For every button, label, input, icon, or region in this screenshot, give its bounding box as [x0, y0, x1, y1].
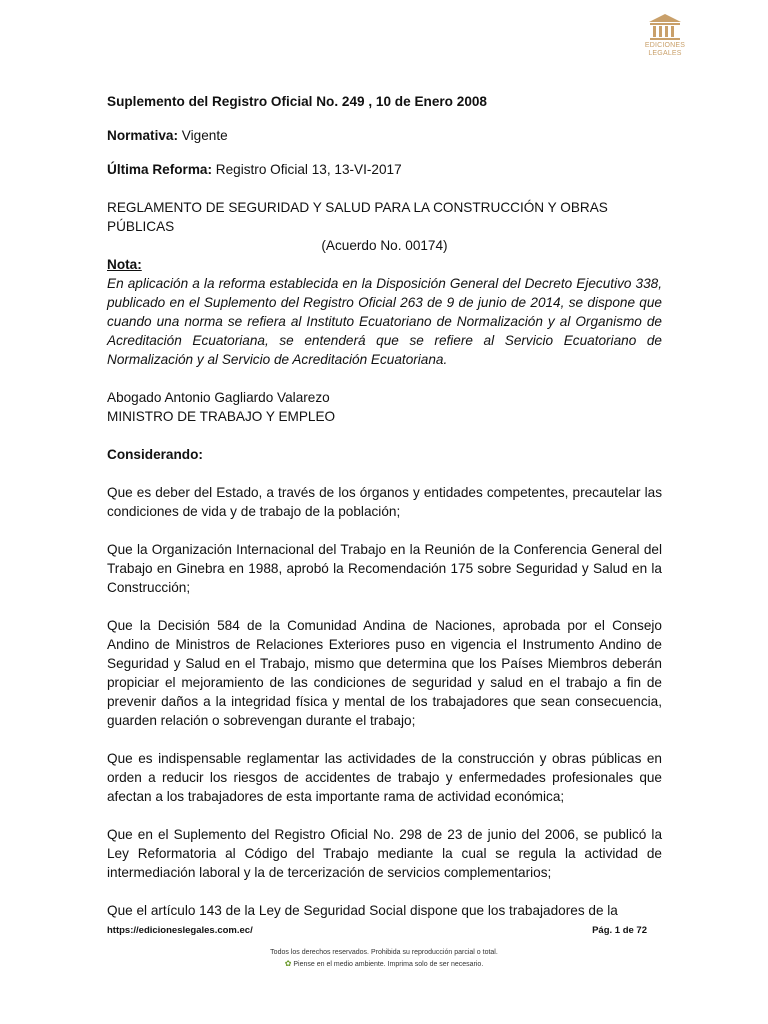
- footer-website-link[interactable]: https://edicioneslegales.com.ec/: [107, 925, 253, 936]
- agreement-number: (Acuerdo No. 00174): [321, 238, 448, 253]
- normativa-value: Vigente: [181, 128, 228, 143]
- reforma-value: Registro Oficial 13, 13-VI-2017: [215, 162, 402, 177]
- considerando-paragraph: Que es indispensable reglamentar las actividades de la construcción y obras públicas en orden a reducir los riesgos de accidentes de trabajo y enfermedades profesionales que afectan a los trabajadores de esta importante rama de actividad económica;: [107, 751, 662, 804]
- authority-office: MINISTRO DE TRABAJO Y EMPLEO: [107, 409, 336, 424]
- rights-notice: Todos los derechos reservados. Prohibida su reproducción parcial o total.: [270, 949, 498, 956]
- document-body: [107, 92, 662, 920]
- footer-notes: [0, 947, 768, 970]
- considerando-paragraph: Que en el Suplemento del Registro Oficial No. 298 de 23 de junio del 2006, se publicó la Ley Reformatoria al Código del Trabajo mediante la cual se regula la actividad de intermediación laboral y la de tercerización de servicios complementarios;: [107, 827, 662, 880]
- note-text: En aplicación a la reforma establecida en la Disposición General del Decreto Ejecutivo 338, publicado en el Suplemento del Registro Oficial 263 de 9 de junio de 2014, se dispone que cuando una norma se refiera al Instituto Ecuatoriano de Normalización y al Organismo de Acreditación Ecuatoriana, se entenderá que se refiere al Servicio Ecuatoriano de Normalización y al Servicio de Acreditación Ecuatoriana.: [107, 276, 662, 367]
- environment-notice: Piense en el medio ambiente. Imprima solo de ser necesario.: [293, 961, 484, 968]
- note-label: Nota:: [107, 257, 142, 272]
- considerando-paragraph: Que es deber del Estado, a través de los órganos y entidades competentes, precautelar las condiciones de vida y de trabajo de la población;: [107, 485, 662, 519]
- considerando-heading: Considerando:: [107, 447, 203, 462]
- environment-notice-line: [0, 958, 768, 970]
- reforma-line: [107, 160, 662, 179]
- ediciones-legales-logo: [636, 12, 694, 58]
- logo-text-2: LEGALES: [648, 50, 682, 57]
- logo-text-1: EDICIONES: [644, 42, 686, 49]
- normativa-label: Normativa:: [107, 128, 179, 143]
- leaf-icon: ✿: [284, 959, 292, 968]
- considerando-paragraph: Que la Decisión 584 de la Comunidad Andina de Naciones, aprobada por el Consejo Andino de Ministros de Relaciones Exteriores puso en vigencia el Instrumento Andino de Seguridad y Salud en el Trabajo, mismo que determina que los Países Miembros deberán propiciar el mejoramiento de las condiciones de seguridad y salud en el trabajo a fin de prevenir daños a la integridad física y mental de los trabajadores que sean consecuencia, guarden relación o sobrevengan durante el trabajo;: [107, 618, 662, 728]
- page-number: Pág. 1 de 72: [592, 925, 647, 936]
- considerando-paragraph: Que el artículo 143 de la Ley de Seguridad Social dispone que los trabajadores de la: [107, 903, 618, 918]
- building-columns-icon: [647, 12, 683, 42]
- considerando-paragraph: Que la Organización Internacional del Trabajo en la Reunión de la Conferencia General del Trabajo en Ginebra en 1988, aprobó la Recomendación 175 sobre Seguridad y Salud en la Construcción;: [107, 542, 662, 595]
- normativa-line: [107, 126, 662, 145]
- authority-name: Abogado Antonio Gagliardo Valarezo: [107, 390, 330, 405]
- regulation-title: REGLAMENTO DE SEGURIDAD Y SALUD PARA LA CONSTRUCCIÓN Y OBRAS PÚBLICAS: [107, 200, 608, 234]
- supplement-heading: Suplemento del Registro Oficial No. 249 , 10 de Enero 2008: [107, 94, 487, 109]
- reforma-label: Última Reforma:: [107, 162, 212, 177]
